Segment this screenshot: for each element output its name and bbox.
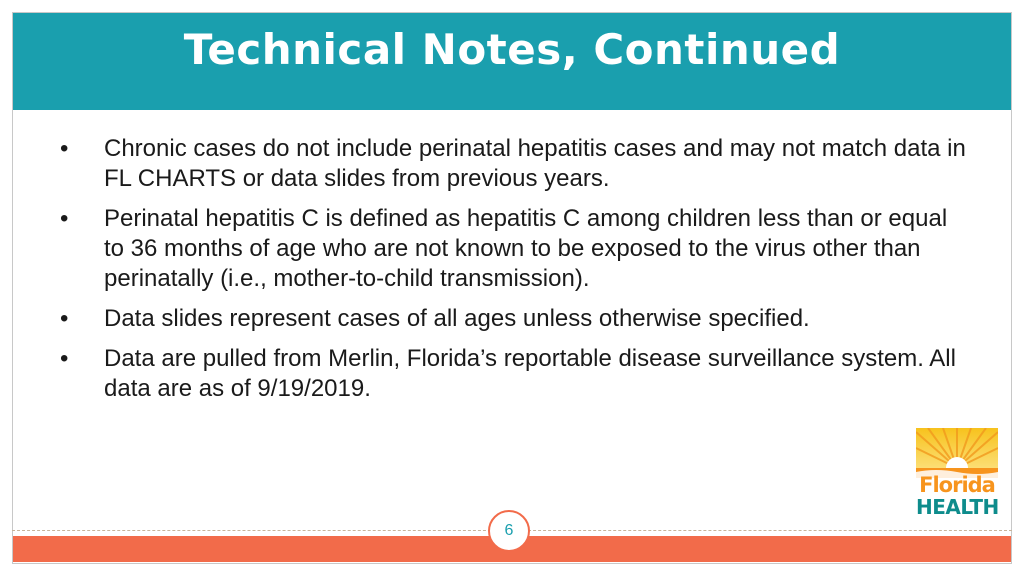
bullet-marker: • — [60, 305, 69, 332]
logo-text-health: HEALTH — [916, 495, 999, 519]
logo-text-florida: Florida — [919, 473, 995, 497]
title-bar — [13, 13, 1011, 110]
florida-health-logo — [916, 428, 998, 520]
sun-logo-icon — [916, 428, 998, 478]
bullet-text: Data slides represent cases of all ages unless otherwise specified. — [104, 305, 810, 332]
bullet-item — [60, 304, 970, 334]
bullet-marker: • — [60, 345, 69, 372]
page-number: 6 — [488, 510, 530, 552]
bullet-text: Chronic cases do not include perinatal hepatitis cases and may not match data in FL CHARTS or data slides from previous years. — [104, 135, 966, 192]
bullet-item — [60, 344, 970, 404]
bullet-list — [60, 134, 970, 414]
bullet-item — [60, 134, 970, 194]
bullet-text: Data are pulled from Merlin, Florida’s reportable disease surveillance system. All data are as of 9/19/2019. — [104, 345, 956, 402]
bullet-marker: • — [60, 205, 69, 232]
bullet-marker: • — [60, 135, 69, 162]
bullet-item — [60, 204, 970, 294]
bullet-text: Perinatal hepatitis C is defined as hepatitis C among children less than or equal to 36 months of age who are not known to be exposed to the virus other than perinatally (i.e., mother-to-child transmission). — [104, 205, 948, 292]
slide-title: Technical Notes, Continued — [183, 25, 841, 74]
